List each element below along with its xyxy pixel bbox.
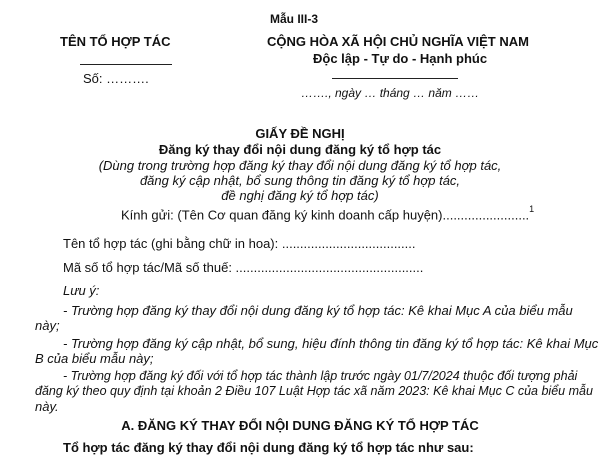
recipient-text: Kính gửi: (Tên Cơ quan đăng ký kinh doanh cấp huyện)........................: [121, 207, 530, 223]
date-line: ……., ngày … tháng … năm ……: [301, 86, 480, 100]
org-name-heading: TÊN TỔ HỢP TÁC: [60, 34, 171, 49]
note-3-line-2: đăng ký theo quy định tại khoản 2 Điều 107 Luật Hợp tác xã năm 2023: Kê khai Mục C của biểu mẫu: [35, 384, 593, 398]
usage-line-3: đề nghị đăng ký tổ hợp tác): [221, 188, 379, 203]
usage-line-2: đăng ký cập nhật, bổ sung thông tin đăng ký tổ hợp tác,: [139, 173, 461, 188]
tax-code-field: Mã số tổ hợp tác/Mã số thuế: ....................................................: [63, 260, 424, 275]
motto-underline: [332, 78, 458, 79]
note-3-line-1: - Trường hợp đăng ký đối với tổ hợp tác thành lập trước ngày 01/7/2024 thuộc đối tượng phải: [63, 369, 578, 383]
note-2-line-2: B của biểu mẫu này;: [35, 351, 154, 366]
section-a-intro: Tổ hợp tác đăng ký thay đổi nội dung đăng ký tổ hợp tác như sau:: [63, 440, 474, 455]
org-name-underline: [80, 64, 172, 65]
notes-heading: Lưu ý:: [63, 283, 100, 298]
document-subtitle: Đăng ký thay đổi nội dung đăng ký tổ hợp tác: [158, 142, 442, 157]
country-name: CỘNG HÒA XÃ HỘI CHỦ NGHĨA VIỆT NAM: [267, 34, 529, 49]
note-1-line-1: - Trường hợp đăng ký thay đổi nội dung đăng ký tổ hợp tác: Kê khai Mục A của biểu mẫu: [63, 303, 573, 318]
usage-line-1: (Dùng trong trường hợp đăng ký thay đổi nội dung đăng ký tổ hợp tác,: [98, 158, 502, 173]
document-title: GIẤY ĐỀ NGHỊ: [255, 126, 345, 141]
recipient-line: [121, 206, 534, 222]
form-code: Mẫu III-3: [270, 12, 319, 26]
document-number: Số: ……….: [83, 71, 149, 86]
footnote-marker: 1: [529, 204, 535, 214]
note-3-line-3: này.: [35, 399, 59, 414]
section-a-heading: A. ĐĂNG KÝ THAY ĐỔI NỘI DUNG ĐĂNG KÝ TỔ HỢP TÁC: [121, 418, 479, 433]
cooperative-name-field: Tên tổ hợp tác (ghi bằng chữ in hoa): .....................................: [63, 236, 416, 251]
national-motto: Độc lập - Tự do - Hạnh phúc: [313, 51, 488, 66]
note-1-line-2: này;: [35, 318, 60, 333]
note-2-line-1: - Trường hợp đăng ký cập nhật, bổ sung, hiệu đính thông tin đăng ký tổ hợp tác: Kê khai Mục: [63, 336, 599, 351]
